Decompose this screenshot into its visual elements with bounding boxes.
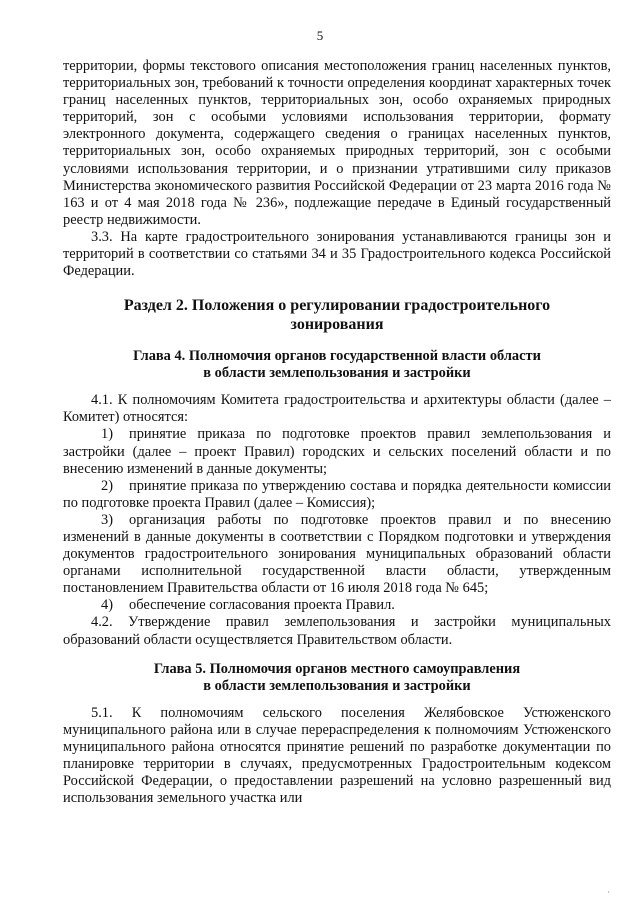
- paragraph-4-2: 4.2. Утверждение правил землепользования и застройки муниципальных образований области осуществляется Правительством области.: [63, 614, 611, 648]
- list-item-number: 1): [101, 426, 113, 443]
- list-item-text: принятие приказа по подготовке проектов правил землепользования и застройки (далее – проект Правил) городских и сельских поселений области и по внесению изменений в данные документы;: [63, 426, 611, 477]
- section-2-heading: [63, 296, 611, 334]
- list-item-number: 4): [101, 597, 113, 614]
- paragraph-4-1: 4.1. К полномочиям Комитета градостроительства и архитектуры области (далее – Комитет) относятся:: [63, 392, 611, 426]
- chapter-5-title-line2: в области землепользования и застройки: [203, 677, 471, 694]
- section-2-title-line2: зонирования: [290, 316, 384, 334]
- chapter-5-title-line1: Глава 5. Полномочия органов местного самоуправления: [153, 660, 521, 677]
- list-item-text: обеспечение согласования проекта Правил.: [129, 597, 395, 614]
- list-item-number: 3): [101, 511, 113, 528]
- list-item: [63, 426, 611, 477]
- paragraph-continuation: территории, формы текстового описания местоположения границ населенных пунктов, территориальных зон, требований к точности определения координат характерных точек границ населенных пунктов, территориальных зон, особо охраняемых природных территорий, зон с особыми условиями использования территории, формату электронного документа, содержащего сведения о границах населенных пунктов, территориальных зон, особо охраняемых природных территорий, зон с особыми условиями использования территории, и о признании утратившими силу приказов Министерства экономического развития Российской Федерации от 23 марта 2016 года № 163 и от 4 мая 2018 года № 236», подлежащие передаче в Единый государственный реестр недвижимости.: [63, 58, 611, 228]
- chapter-5-heading: [63, 661, 611, 695]
- chapter-4-heading: [63, 348, 611, 382]
- list-item-number: 2): [101, 477, 113, 494]
- list-item-text: принятие приказа по утверждению состава и порядка деятельности комиссии по подготовке проекта Правил (далее – Комиссия);: [63, 477, 611, 511]
- list-item: [63, 597, 611, 614]
- list-item-text: организация работы по подготовке проектов правил и по внесению изменений в данные документы в соответствии с Порядком подготовки и утверждения документов градостроительного зонирования муниципальных образований области органами исполнительной государственной власти области, утвержденным постановлением Правительства области от 16 июля 2018 года № 645;: [63, 511, 611, 597]
- chapter-4-title-line1: Глава 4. Полномочия органов государственной власти области: [133, 348, 541, 365]
- page-number: 5: [316, 28, 324, 43]
- list-item: [63, 478, 611, 512]
- chapter-4-title-line2: в области землепользования и застройки: [203, 365, 471, 382]
- paragraph-3-3: 3.3. На карте градостроительного зонирования устанавливаются границы зон и территорий в соответствии со статьями 34 и 35 Градостроительного кодекса Российской Федерации.: [63, 228, 611, 280]
- section-2-title-line1: Раздел 2. Положения о регулировании градостроительного: [123, 297, 551, 315]
- list-item: [63, 512, 611, 597]
- document-body: [63, 58, 611, 807]
- paragraph-5-1: 5.1. К полномочиям сельского поселения Желябовское Устюженского муниципального района или в случае перераспределения к полномочиям Устюженского муниципального района относятся принятие решений по разработке документации по планировке территории в случаях, предусмотренных Градостроительным кодексом Российской Федерации, о предоставлении разрешений на условно разрешенный вид использования земельного участка или: [63, 704, 611, 807]
- scan-mark: ·: [607, 888, 610, 897]
